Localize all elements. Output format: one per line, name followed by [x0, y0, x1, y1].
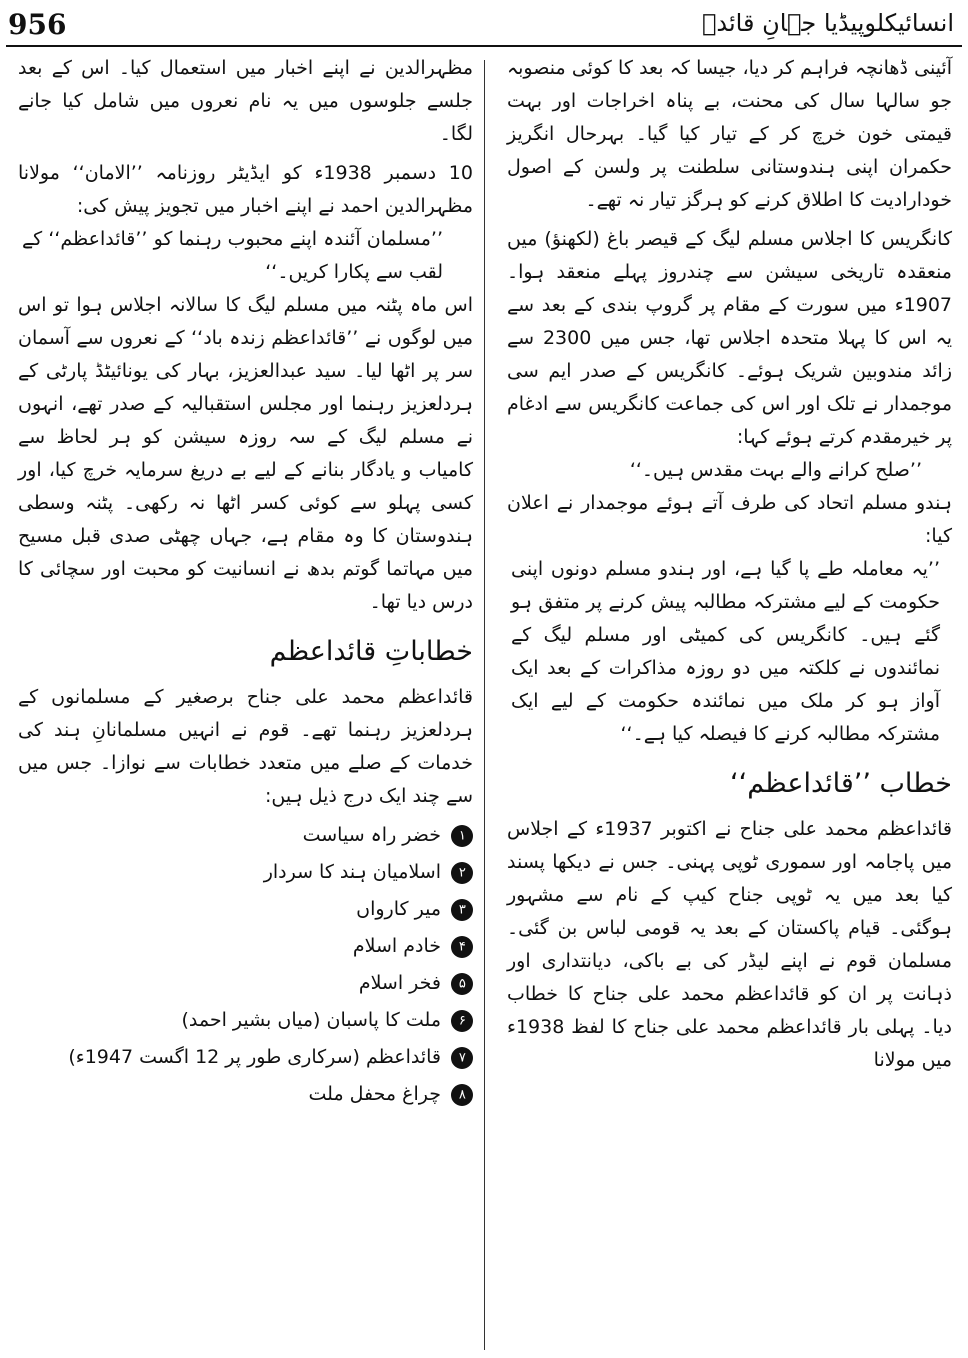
number-badge-icon: ۶: [446, 1005, 477, 1036]
paragraph: مظہرالدین نے اپنے اخبار میں استعمال کیا۔ اس کے بعد جلسے جلوسوں میں یہ نام نعروں میں شامل کیا جانے لگا۔: [18, 57, 473, 145]
paragraph: ہندو مسلم اتحاد کی طرف آتے ہوئے موجمدار نے اعلان کیا:: [507, 492, 952, 547]
number-badge-icon: ۱: [446, 820, 477, 851]
list-item: ۳میر کارواں: [18, 891, 473, 928]
column-divider: [484, 60, 485, 1350]
number-badge-icon: ۲: [446, 857, 477, 888]
paragraph: 10 دسمبر 1938ء کو ایڈیٹر روزنامہ ’’الامان‘‘ مولانا مظہرالدین احمد نے اپنے اخبار میں تجویز پیش کی:: [18, 162, 473, 217]
paragraph: اس ماہ پٹنہ میں مسلم لیگ کا سالانہ اجلاس ہوا تو اس میں لوگوں نے ’’قائداعظم زندہ باد‘‘ کے نعروں سے آسمان سر پر اٹھا لیا۔ سید عبدالعزیز، بہار کی یونائیٹڈ پارٹی کے ہردلعزیز رہنما اور مجلس استقبالیہ کے صدر تھے، انہوں نے مسلم لیگ کے سہ روزہ سیشن کو ہر لحاظ سے کامیاب و یادگار بنانے کے لیے بے دریغ سرمایہ خرچ کیا، اور کسی پہلو سے کوئی کسر اٹھا نہ رکھی۔ پٹنہ وسطی ہندوستان کا وہ مقام ہے، جہاں چھٹی صدی قبل مسیح میں مہاتما گوتم بدھ نے انسانیت کو محبت اور سچائی کا درس دیا تھا۔: [18, 294, 473, 613]
paragraph: آئینی ڈھانچہ فراہم کر دیا، جیسا کہ بعد کا کوئی منصوبہ جو سالہا سال کی محنت، بے پناہ اخراجات اور بہت قیمتی خون خرچ کر کے تیار کیا گیا۔ بہرحال انگریز حکمران اپنی ہندوستانی سلطنت پر ولسن کے اصول خودارادیت کا اطلاق کرنے کو ہرگز تیار نہ تھے۔: [507, 57, 952, 211]
paragraph: کانگریس کا اجلاس مسلم لیگ کے قیصر باغ (لکھنؤ) میں منعقدہ تاریخی سیشن سے چندروز پہلے منعقد ہوا۔ 1907ء میں سورت کے مقام پر گروپ بندی کے بعد سے یہ اس کا پہلا متحدہ اجلاس تھا، جس میں 2300 سے زائد مندوبین شریک ہوئے۔ کانگریس کے صدر ایم سی موجمدار نے تلک اور اس کی جماعت کانگریس سے ادغام پر خیرمقدم کرتے ہوئے کہا:: [507, 228, 952, 448]
list-item: ۱خضر راہ سیاست: [18, 817, 473, 854]
list-item: ۶ملت کا پاسبان (میاں بشیر احمد): [18, 1002, 473, 1039]
right-column: [507, 52, 952, 1077]
number-badge-icon: ۸: [446, 1079, 477, 1110]
number-badge-icon: ۳: [446, 894, 477, 925]
page-number: 956: [8, 8, 67, 41]
left-column: [18, 52, 473, 1113]
book-title: انسائیکلوپیڈیا جہانِ قائدؒ: [702, 9, 954, 37]
list-item: ۵فخر اسلام: [18, 965, 473, 1002]
number-badge-icon: ۴: [446, 931, 477, 962]
list-item: ۲اسلامیان ہند کا سردار: [18, 854, 473, 891]
list-item: ۷قائداعظم (سرکاری طور پر 12 اگست 1947ء): [18, 1039, 473, 1076]
quote: ’’یہ معاملہ طے پا گیا ہے، اور ہندو مسلم دونوں اپنی حکومت کے لیے مشترکہ مطالبہ پیش کرنے پر متفق ہو گئے ہیں۔ کانگریس کی کمیٹی اور مسلم لیگ کے نمائندوں نے کلکتہ میں دو روزہ مذاکرات کے بعد ایک آواز ہو کر ملک میں نمائندہ حکومت کے لیے ایک مشترکہ مطالبہ کرنے کا فیصلہ کیا ہے۔‘‘: [511, 558, 940, 745]
quote: ’’صلح کرانے والے بہت مقدس ہیں۔‘‘: [629, 459, 922, 481]
quote: ’’مسلمان آئندہ اپنے محبوب رہنما کو ’’قائداعظم‘‘ کے لقب سے پکارا کریں۔‘‘: [22, 228, 443, 283]
titles-list: [18, 817, 473, 1113]
section-heading: خطاب ’’قائداعظم‘‘: [730, 768, 952, 799]
page-header: [0, 0, 968, 50]
header-rule: [6, 45, 962, 47]
list-item: ۸چراغ محفل ملت: [18, 1076, 473, 1113]
paragraph: قائداعظم محمد علی جناح برصغیر کے مسلمانوں کے ہردلعزیز رہنما تھے۔ قوم نے انہیں مسلمانانِ ہند کی خدمات کے صلے میں متعدد خطابات سے نوازا۔ جس میں سے چند ایک درج ذیل ہیں:: [18, 686, 473, 807]
paragraph: قائداعظم محمد علی جناح نے اکتوبر 1937ء کے اجلاس میں پاجامہ اور سموری ٹوپی پہنی۔ جس نے دیکھا پسند کیا بعد میں یہ ٹوپی جناح کیپ کے نام سے مشہور ہوگئی۔ قیام پاکستان کے بعد یہ قومی لباس بن گئی۔ مسلمان قوم نے اپنے لیڈر کی بے باکی، دیانتداری اور ذہانت پر ان کو قائداعظم محمد علی جناح کا خطاب دیا۔ پہلی بار قائداعظم محمد علی جناح کا لفظ 1938ء میں مولانا: [507, 818, 952, 1071]
number-badge-icon: ۵: [446, 968, 477, 999]
number-badge-icon: ۷: [446, 1042, 477, 1073]
section-heading: خطاباتِ قائداعظم: [269, 636, 473, 667]
list-item: ۴خادم اسلام: [18, 928, 473, 965]
